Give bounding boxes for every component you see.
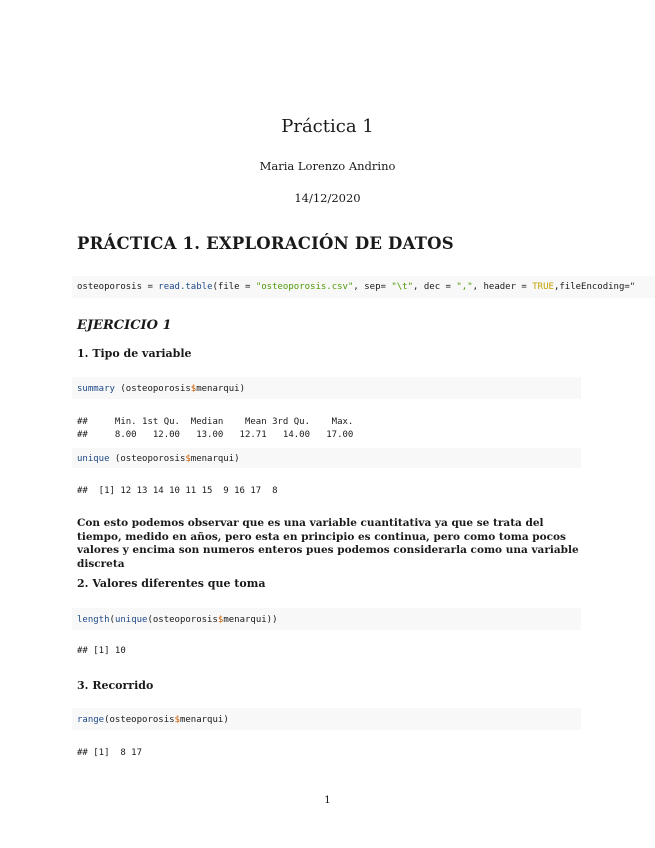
- code-line-read-table: osteoporosis = read.table(file = "osteoporosis.csv", sep= "\t", dec = ",", header = TRUE,fileEncoding=": [77, 282, 636, 292]
- subheading-recorrido: 3. Recorrido: [77, 679, 154, 692]
- code-line-summary: summary (osteoporosis$menarqui): [77, 384, 245, 394]
- paragraph-tipo-variable: Con esto podemos observar que es una variable cuantitativa ya que se trata del tiempo, medido en años, pero esta en principio es continua, pero como toma pocos valores y encima son numeros enteros pues podemos considerarla como una variable discreta: [77, 517, 579, 570]
- output-summary-header: ## Min. 1st Qu. Median Mean 3rd Qu. Max.: [77, 417, 354, 427]
- code-line-range: range(osteoporosis$menarqui): [77, 715, 229, 725]
- code-line-length: length(unique(osteoporosis$menarqui)): [77, 615, 278, 625]
- subheading-tipo-variable: 1. Tipo de variable: [77, 347, 192, 360]
- subheading-valores-diferentes: 2. Valores diferentes que toma: [77, 577, 266, 590]
- code-line-unique: unique (osteoporosis$menarqui): [77, 454, 240, 464]
- page-number: 1: [324, 794, 331, 806]
- output-range: ## [1] 8 17: [77, 748, 143, 758]
- output-length: ## [1] 10: [77, 646, 126, 656]
- output-summary-values: ## 8.00 12.00 13.00 12.71 14.00 17.00: [77, 430, 354, 440]
- section-heading: PRÁCTICA 1. EXPLORACIÓN DE DATOS: [77, 234, 454, 253]
- document-title: Práctica 1: [281, 116, 374, 137]
- document-author: Maria Lorenzo Andrino: [259, 159, 396, 173]
- output-unique: ## [1] 12 13 14 10 11 15 9 16 17 8: [77, 486, 278, 496]
- document-date: 14/12/2020: [294, 191, 361, 205]
- exercise-heading: EJERCICIO 1: [77, 318, 172, 333]
